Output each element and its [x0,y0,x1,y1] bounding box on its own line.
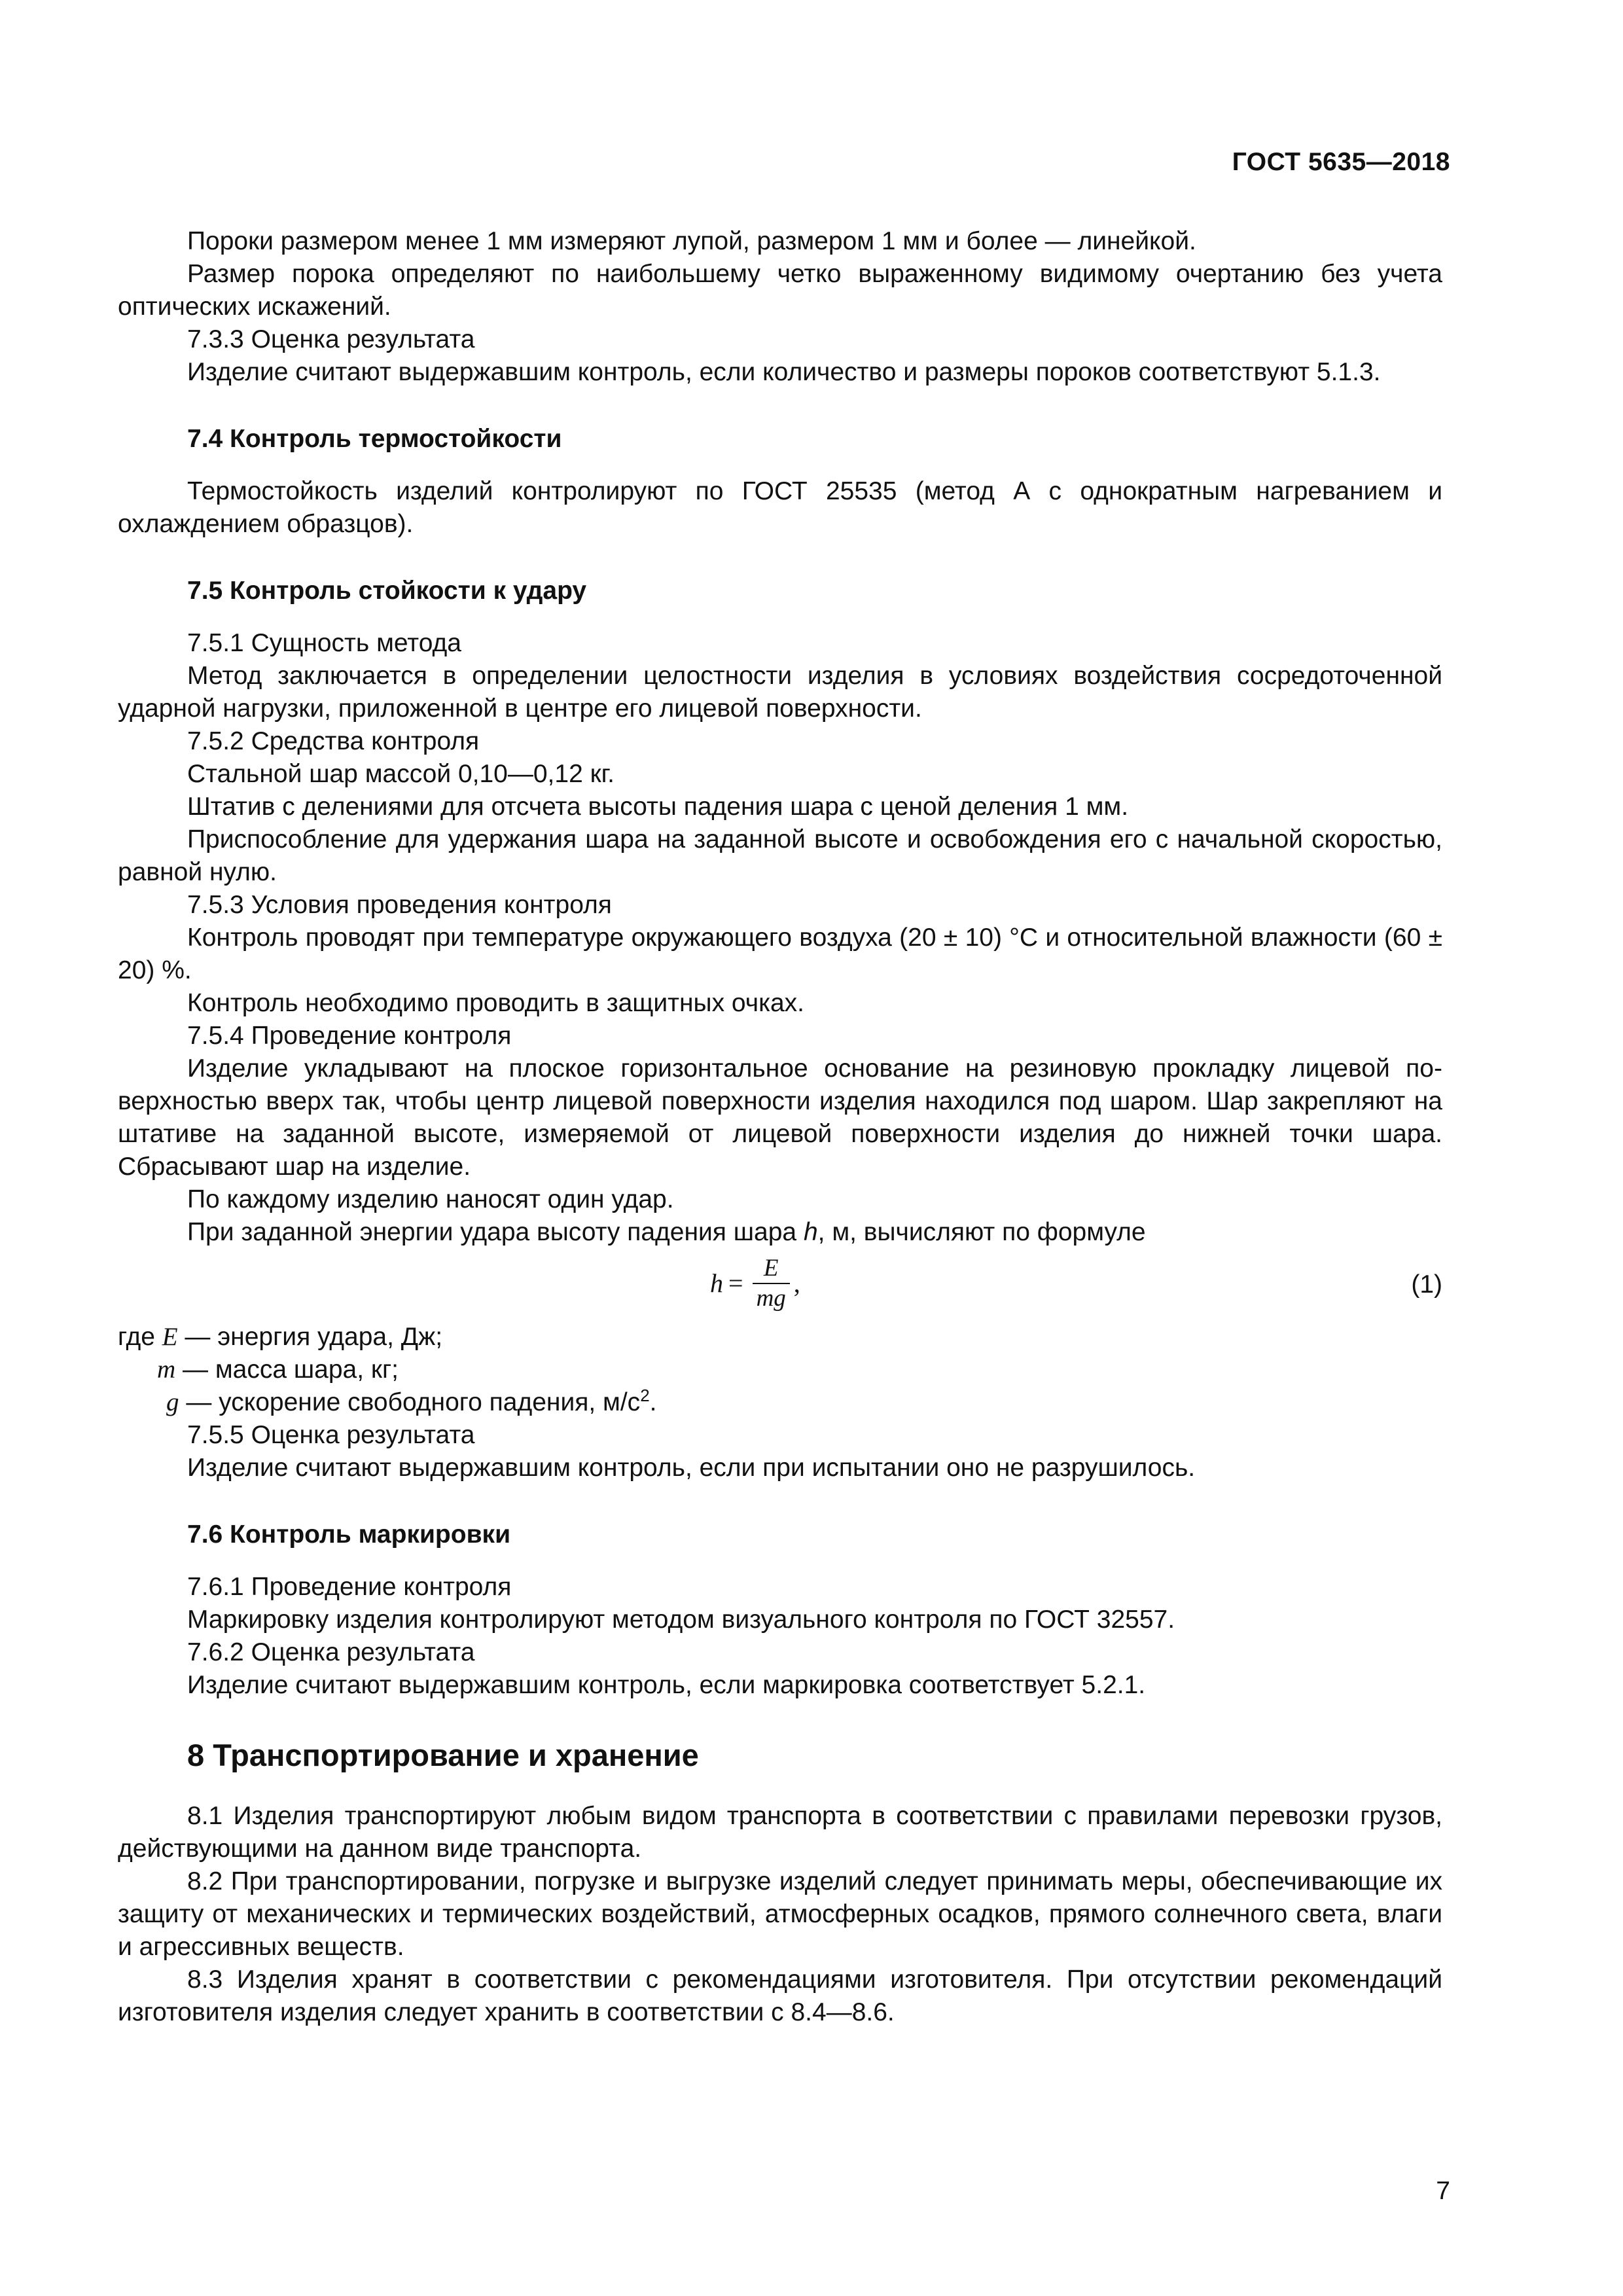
subsection-heading: 7.5.1 Сущность метода [187,629,461,657]
legend-text: — энергия удара, Дж; [177,1323,443,1351]
paragraph: Размер порока определяют по наибольшему четко выраженному видимому очертанию без учета оптических искажений. [118,260,1442,321]
paragraph: Метод заключается в определении целостности изделия в условиях воздействия сосредоточенной ударной нагрузки, приложенной в центре его лицевой поверхности. [118,662,1442,723]
legend-symbol: E [162,1323,178,1351]
paragraph [118,1216,1442,1249]
superscript: 2 [640,1386,650,1405]
subsection-heading: 7.5.5 Оценка результата [187,1421,475,1449]
paragraph: Маркировку изделия контролируют методом визуального контроля по ГОСТ 32557. [187,1605,1175,1634]
paragraph: По каждому изделию наносят один удар. [187,1185,674,1213]
paragraph: 8.3 Изделия хранят в соответствии с рекомендациями изготовителя. При отсутствии рекомендаций изготовителя изделия следует хранить в соответствии с 8.4—8.6. [118,1965,1442,2026]
equation-number: (1) [1411,1270,1442,1299]
text-fragment: , м, вычисляют по формуле [817,1218,1146,1246]
subsection-heading: 7.6.2 Оценка результата [187,1638,475,1666]
subsection-heading: 7.6.1 Проведение контроля [187,1573,512,1601]
page-body [118,225,1442,2029]
paragraph: Термостойкость изделий контролируют по ГОСТ 25535 (метод А с однократным нагреванием и охлаждением образцов). [118,477,1442,538]
paragraph: Стальной шар массой 0,10—0,12 кг. [187,760,615,788]
paragraph: Штатив с делениями для отсчета высоты падения шара с ценой деления 1 мм. [187,793,1129,821]
text-fragment: . [649,1388,657,1416]
formula-tail: , [793,1268,800,1298]
section-heading-7-5: 7.5 Контроль стойкости к удару [187,577,587,605]
legend-text: — масса шара, кг; [175,1355,399,1384]
subsection-heading: 7.5.4 Проведение контроля [187,1022,512,1050]
formula-equals: = [728,1268,743,1298]
text-fragment: При заданной энергии удара высоту падения шара [187,1218,804,1246]
section-heading-7-4: 7.4 Контроль термостойкости [187,425,562,453]
subsection-heading: 7.5.2 Средства контроля [187,727,480,755]
formula [710,1254,800,1313]
paragraph: 8.1 Изделия транспортируют любым видом транспорта в соответствии с правилами перевозки грузов, действующими на данном виде транспорта. [118,1802,1442,1863]
formula-fraction [753,1254,790,1313]
variable-h: h [803,1218,818,1246]
standard-header: ГОСТ 5635—2018 [1232,148,1450,176]
section-heading-7-6: 7.6 Контроль маркировки [187,1520,511,1549]
formula-denominator: mg [753,1283,790,1313]
paragraph: Изделие считают выдержавшим контроль, если при испытании оно не разрушилось. [187,1454,1196,1482]
legend-symbol: g [166,1388,179,1416]
paragraph: Пороки размером менее 1 мм измеряют лупой, размером 1 мм и более — линейкой. [187,227,1196,255]
formula-block [118,1249,1442,1321]
paragraph: Контроль проводят при температуре окружающего воздуха (20 ± 10) °С и относительной влажности (60 ± 20) %. [118,924,1442,984]
paragraph: Изделие считают выдержавшим контроль, если количество и размеры пороков соответствуют 5.1.3. [187,358,1381,386]
paragraph: Контроль необходимо проводить в защитных очках. [187,989,805,1017]
paragraph: Изделие укладывают на плоское горизонтальное основание на резиновую прокладку лицевой поверхностью вверх так, чтобы центр лицевой поверхности изделия находился под шаром. Шар закрепляют на штативе на заданной высоте, измеряемой от лицевой поверхности изделия до нижней точки шара. Сбрасывают шар на изделие. [118,1054,1442,1181]
subsection-heading: 7.5.3 Условия проведения контроля [187,891,612,919]
paragraph: Приспособление для удержания шара на заданной высоте и освобождения его с начальной скоростью, равной нулю. [118,825,1442,886]
text-fragment: где [118,1323,162,1351]
paragraph: 8.2 При транспортировании, погрузке и выгрузке изделий следует принимать меры, обеспечивающие их защиту от механических и термических воздействий, атмосферных осадков, прямого солнечного света, влаги и агрессивных веществ. [118,1867,1442,1961]
legend-symbol: m [157,1355,176,1384]
paragraph: Изделие считают выдержавшим контроль, если маркировка соответствует 5.2.1. [187,1671,1146,1699]
section-heading-8: 8 Транспортирование и хранение [187,1738,699,1772]
page-number: 7 [1436,2177,1450,2205]
formula-numerator: E [763,1255,779,1282]
formula-lhs: h [710,1268,723,1298]
legend-row [118,1321,1442,1354]
subsection-heading: 7.3.3 Оценка результата [187,325,475,353]
legend-text: — ускорение свободного падения, м/с [179,1388,641,1416]
legend-row [118,1354,1442,1386]
legend-row [118,1386,1442,1419]
